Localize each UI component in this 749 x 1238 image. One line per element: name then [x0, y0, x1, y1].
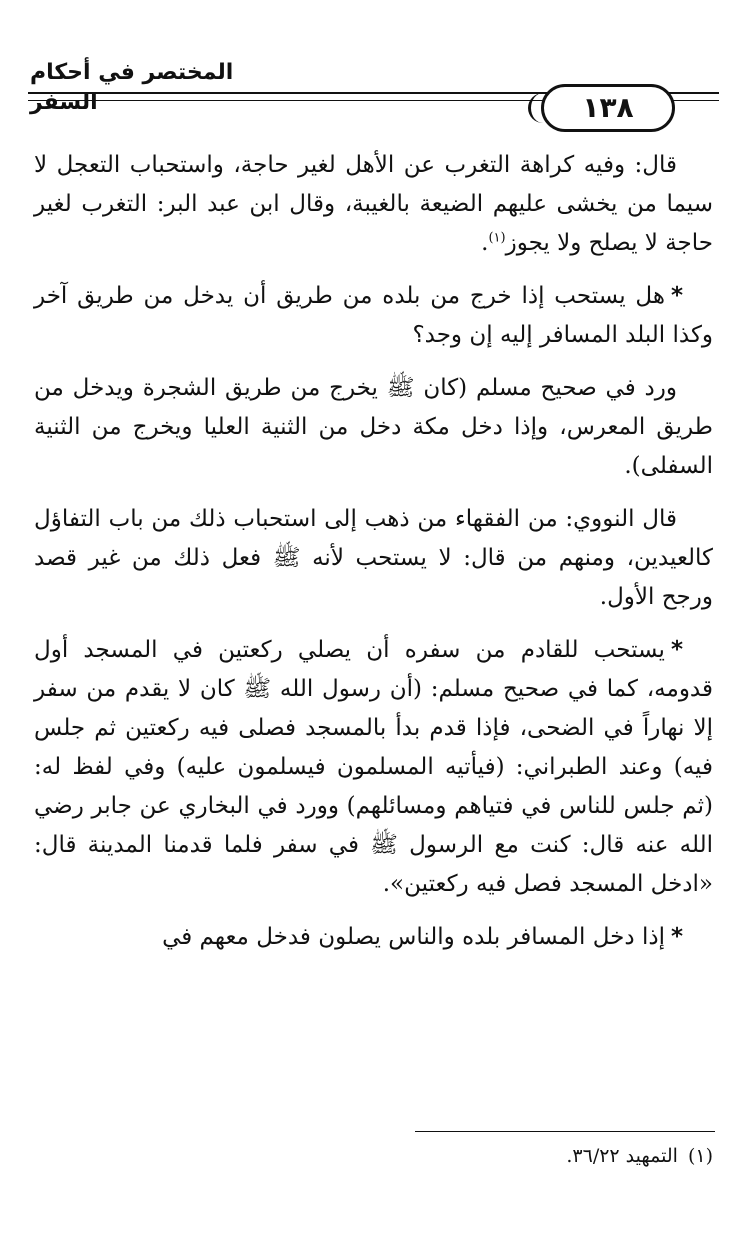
bullet-star: * [670, 283, 683, 309]
running-header [0, 0, 749, 140]
paragraph-5 [34, 631, 713, 904]
paragraph-3 [34, 369, 713, 486]
paragraph-text: هل يستحب إذا خرج من بلده من طريق أن يدخل من طريق آخر وكذا البلد المسافر إليه إن وجد؟ [34, 283, 713, 348]
footnote-text: التمهيد ٣٦/٢٢. [566, 1145, 678, 1167]
book-title: المختصر في أحكام السفر [30, 60, 234, 115]
paragraph-text: قال: وفيه كراهة التغرب عن الأهل لغير حاجة، واستحباب التعجل لا سيما من يخشى عليهم الضيعة بالغيبة، وقال ابن عبد البر: التغرب لغير حاجة لا يصلح ولا يجوز [34, 152, 713, 256]
paragraph-text: إذا دخل المسافر بلده والناس يصلون فدخل معهم في [162, 924, 665, 950]
paragraph-text: ورد في صحيح مسلم (كان ﷺ يخرج من طريق الشجرة ويدخل من طريق المعرس، وإذا دخل مكة دخل من الثنية العليا ويخرج من الثنية السفلى). [34, 375, 713, 479]
bullet-star: * [670, 924, 683, 950]
paragraph-2 [34, 277, 713, 355]
page-number: ١٣٨ [541, 84, 675, 132]
paragraph-4 [34, 500, 713, 617]
bullet-star: * [670, 637, 683, 663]
paragraph-6 [34, 918, 713, 957]
footnote-reference[interactable]: (١) [488, 230, 506, 246]
paragraph-1 [34, 146, 713, 263]
paragraph-tail: . [481, 230, 489, 256]
paragraph-text: قال النووي: من الفقهاء من ذهب إلى استحباب ذلك من باب التفاؤل كالعيدين، ومنهم من قال: لا يستحب لأنه ﷺ فعل ذلك من غير قصد ورجح الأول. [34, 506, 713, 610]
body-text [34, 146, 713, 971]
footnote-separator [415, 1131, 715, 1132]
paragraph-text: يستحب للقادم من سفره أن يصلي ركعتين في المسجد أول قدومه، كما في صحيح مسلم: (أن رسول الله ﷺ كان لا يقدم من سفر إلا نهاراً في الضحى، فإذا قدم بدأ بالمسجد فصلى فيه ركعتين ثم جلس فيه) وعند الطبراني: (فيأتيه المسلمون فيسلمون عليه) وفي لفظ له: (ثم جلس للناس في فتياهم ومسائلهم) وورد في البخاري عن جابر رضي الله عنه قال: كنت مع الرسول ﷺ في سفر فلما قدمنا المدينة قال: «ادخل المسجد فصل فيه ركعتين». [34, 637, 713, 897]
footnote-1 [34, 1141, 713, 1171]
footnote-number: (١) [687, 1145, 713, 1167]
